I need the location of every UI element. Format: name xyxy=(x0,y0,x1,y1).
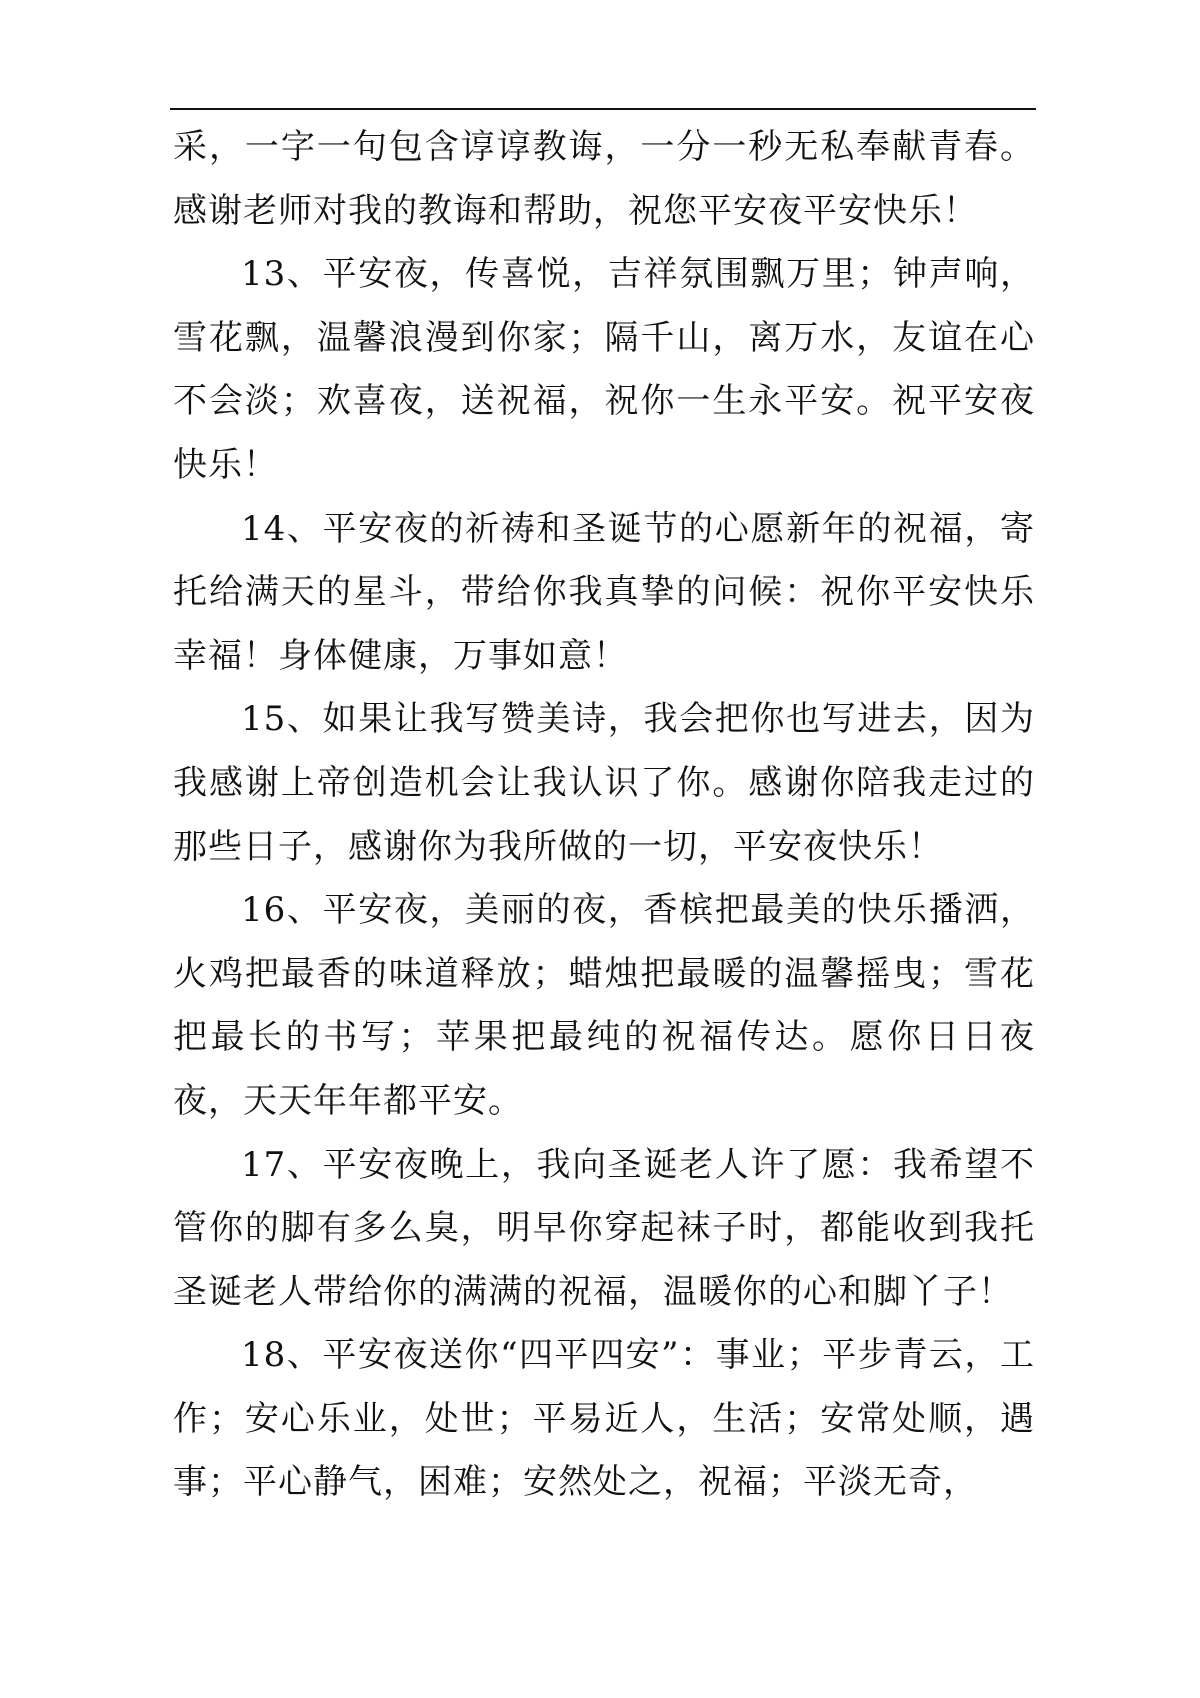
paragraph-13: 13、平安夜，传喜悦，吉祥氛围飘万里；钟声响，雪花飘，温馨浪漫到你家；隔千山，离万水，友谊在心不会淡；欢喜夜，送祝福，祝你一生永平安。祝平安夜快乐！ xyxy=(173,254,1035,485)
header-rule xyxy=(170,108,1036,110)
paragraph-18: 18、平安夜送你“四平四安”：事业；平步青云，工作；安心乐业，处世；平易近人，生活；安常处顺，遇事；平心静气，困难；安然处之，祝福；平淡无奇， xyxy=(173,1335,1035,1503)
paragraph-15: 15、如果让我写赞美诗，我会把你也写进去，因为我感谢上帝创造机会让我认识了你。感谢你陪我走过的那些日子，感谢你为我所做的一切，平安夜快乐！ xyxy=(173,699,1035,867)
paragraph-14: 14、平安夜的祈祷和圣诞节的心愿新年的祝福，寄托给满天的星斗，带给你我真挚的问候：祝你平安快乐幸福！身体健康，万事如意！ xyxy=(173,508,1035,676)
paragraph-17: 17、平安夜晚上，我向圣诞老人许了愿：我希望不管你的脚有多么臭，明早你穿起袜子时，都能收到我托圣诞老人带给你的满满的祝福，温暖你的心和脚丫子！ xyxy=(173,1144,1035,1312)
document-body xyxy=(173,116,1035,1515)
paragraph-16: 16、平安夜，美丽的夜，香槟把最美的快乐播洒，火鸡把最香的味道释放；蜡烛把最暖的温馨摇曳；雪花把最长的书写；苹果把最纯的祝福传达。愿你日日夜夜，天天年年都平安。 xyxy=(173,890,1035,1121)
paragraph-continued: 采，一字一句包含谆谆教诲，一分一秒无私奉献青春。感谢老师对我的教诲和帮助，祝您平安夜平安快乐！ xyxy=(173,127,1035,231)
